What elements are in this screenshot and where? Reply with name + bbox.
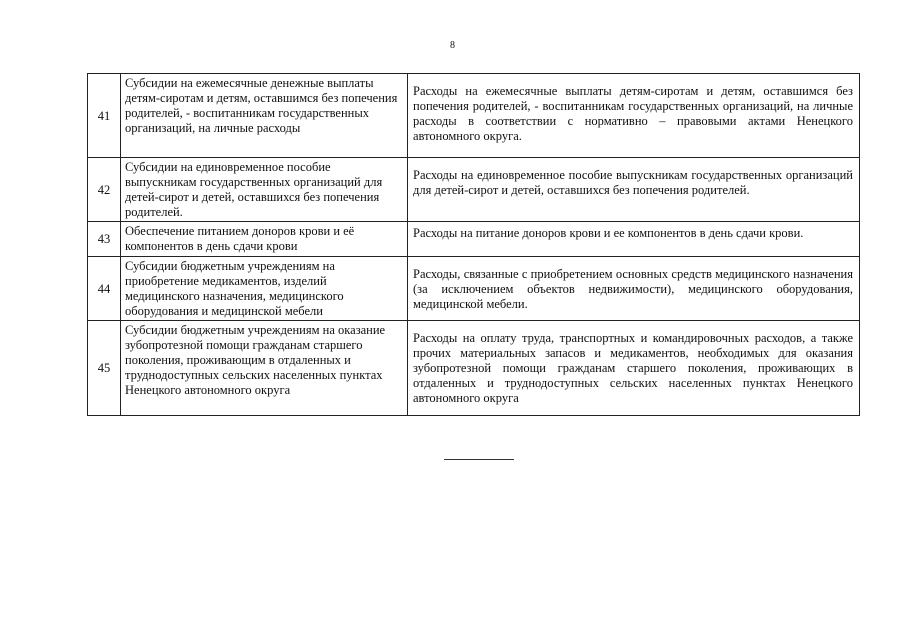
row-name: Субсидии на ежемесячные денежные выплаты детям-сиротам и детям, оставшимся без попечения родителей, - воспитанникам государственных организаций, на личные расходы [121, 74, 408, 158]
row-name: Субсидии бюджетным учреждениям на оказание зубопротезной помощи гражданам старшего поколения, проживающим в отдаленных и труднодоступных сельских населенных пунктах Ненецкого автономного округа [121, 321, 408, 416]
table-row [88, 321, 860, 416]
table-row [88, 158, 860, 222]
row-name: Обеспечение питанием доноров крови и её компонентов в день сдачи крови [121, 222, 408, 257]
row-number: 43 [88, 222, 121, 257]
table-row [88, 222, 860, 257]
row-description: Расходы на ежемесячные выплаты детям-сиротам и детям, оставшимся без попечения родителей, - воспитанникам государственных организаций, на личные расходы в соответствии с нормативно – правовыми актами Ненецкого автономного округа. [408, 74, 860, 158]
row-name: Субсидии на единовременное пособие выпускникам государственных организаций для детей-сирот и детей, оставшихся без попечения родителей. [121, 158, 408, 222]
table-row [88, 74, 860, 158]
expense-table [87, 73, 860, 416]
page-number: 8 [450, 40, 455, 51]
row-description: Расходы на питание доноров крови и ее компонентов в день сдачи крови. [408, 222, 860, 257]
row-name: Субсидии бюджетным учреждениям на приобретение медикаментов, изделий медицинского назначения, медицинского оборудования и медицинской мебели [121, 257, 408, 321]
end-of-document-rule [444, 459, 514, 460]
row-number: 42 [88, 158, 121, 222]
row-number: 44 [88, 257, 121, 321]
row-description: Расходы, связанные с приобретением основных средств медицинского назначения (за исключением объектов недвижимости), медицинского оборудования, медицинской мебели. [408, 257, 860, 321]
row-number: 45 [88, 321, 121, 416]
table-row [88, 257, 860, 321]
row-description: Расходы на единовременное пособие выпускникам государственных организаций для детей-сирот и детей, оставшихся без попечения родителей. [408, 158, 860, 222]
row-number: 41 [88, 74, 121, 158]
row-description: Расходы на оплату труда, транспортных и командировочных расходов, а также прочих материальных запасов и медикаментов, необходимых для оказания зубопротезной помощи гражданам старшего поколения, проживающих в отдаленных и труднодоступных сельских населенных пунктах Ненецкого автономного округа [408, 321, 860, 416]
